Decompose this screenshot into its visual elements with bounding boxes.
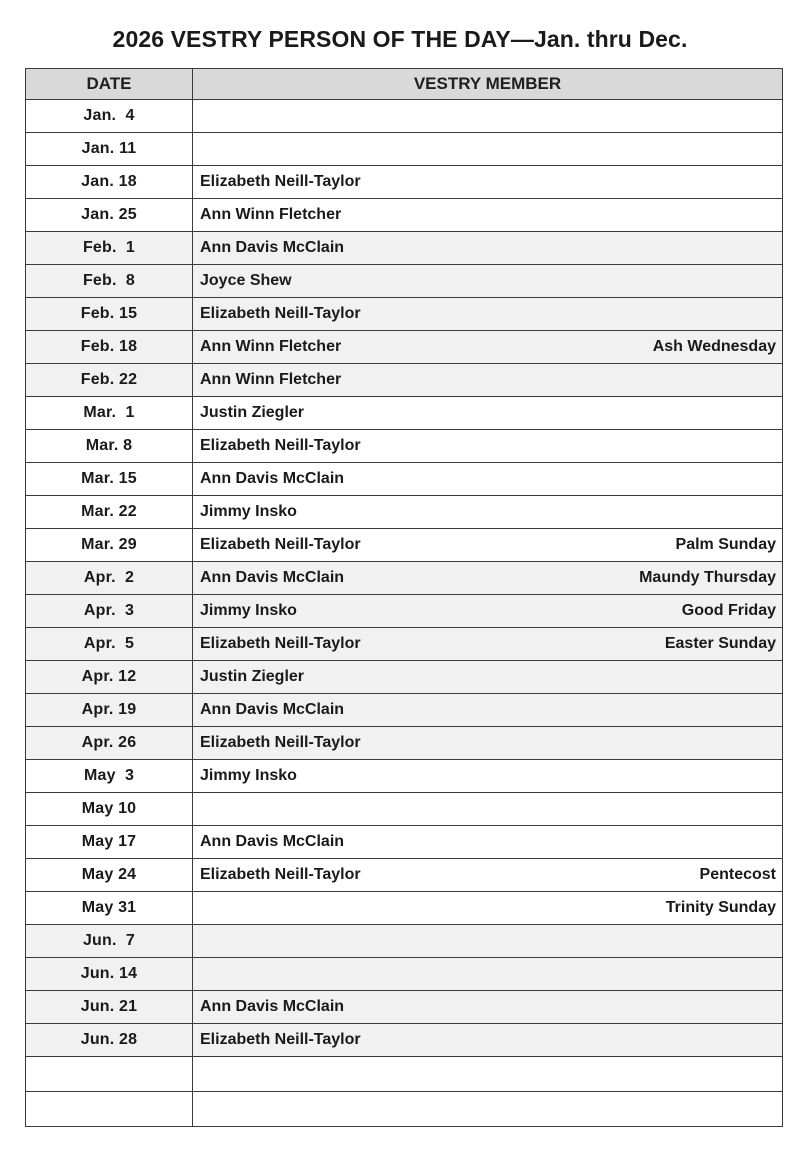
- member-cell[interactable]: [193, 496, 783, 529]
- member-cell-content: [200, 701, 776, 719]
- table-row: [26, 463, 783, 496]
- date-cell[interactable]: Feb. 8: [26, 265, 193, 298]
- member-name: Justin Ziegler: [200, 404, 305, 421]
- member-cell-content: [200, 305, 776, 323]
- table-row: [26, 661, 783, 694]
- member-cell-content: [200, 338, 776, 356]
- member-cell[interactable]: [193, 232, 783, 265]
- member-name: Elizabeth Neill-Taylor: [200, 305, 361, 322]
- member-cell[interactable]: [193, 595, 783, 628]
- member-cell-content: [200, 998, 776, 1016]
- date-cell[interactable]: Jan. 11: [26, 133, 193, 166]
- date-cell[interactable]: [26, 1057, 193, 1092]
- table-row: [26, 529, 783, 562]
- date-cell[interactable]: Jun. 14: [26, 958, 193, 991]
- member-cell[interactable]: [193, 892, 783, 925]
- member-cell[interactable]: [193, 166, 783, 199]
- table-row: [26, 628, 783, 661]
- member-cell-content: [200, 173, 776, 191]
- date-column-header: DATE: [26, 69, 193, 100]
- member-cell[interactable]: [193, 133, 783, 166]
- date-cell[interactable]: Jun. 7: [26, 925, 193, 958]
- member-cell-content: [200, 767, 776, 785]
- member-cell[interactable]: [193, 925, 783, 958]
- member-cell-content: [200, 437, 776, 455]
- table-row: [26, 298, 783, 331]
- table-row: [26, 166, 783, 199]
- member-cell-content: [200, 833, 776, 851]
- member-cell-content: [200, 668, 776, 686]
- member-cell-content: [200, 635, 776, 653]
- date-cell[interactable]: Apr. 19: [26, 694, 193, 727]
- member-name: Joyce Shew: [200, 272, 292, 289]
- observance-note: Pentecost: [699, 866, 776, 883]
- member-cell[interactable]: [193, 1057, 783, 1092]
- date-cell[interactable]: Jan. 18: [26, 166, 193, 199]
- schedule-table-container: [25, 68, 782, 1127]
- member-name: Elizabeth Neill-Taylor: [200, 437, 361, 454]
- date-cell[interactable]: May 17: [26, 826, 193, 859]
- date-cell[interactable]: Mar. 1: [26, 397, 193, 430]
- date-cell[interactable]: Mar. 29: [26, 529, 193, 562]
- member-cell[interactable]: [193, 826, 783, 859]
- date-cell[interactable]: Jun. 28: [26, 1024, 193, 1057]
- date-cell[interactable]: Mar. 22: [26, 496, 193, 529]
- table-row: [26, 892, 783, 925]
- observance-note: Good Friday: [681, 602, 776, 619]
- member-name: Jimmy Insko: [200, 602, 297, 619]
- member-name: Elizabeth Neill-Taylor: [200, 866, 361, 883]
- member-cell[interactable]: [193, 661, 783, 694]
- member-cell-content: [200, 1031, 776, 1049]
- member-name: Ann Winn Fletcher: [200, 206, 342, 223]
- member-cell[interactable]: [193, 958, 783, 991]
- member-cell-content: [200, 866, 776, 884]
- member-cell[interactable]: [193, 463, 783, 496]
- blank-row: [26, 1057, 783, 1092]
- member-name: Elizabeth Neill-Taylor: [200, 173, 361, 190]
- member-name: Ann Davis McClain: [200, 239, 345, 256]
- header-row: [26, 69, 783, 100]
- member-cell[interactable]: [193, 859, 783, 892]
- member-cell[interactable]: [193, 991, 783, 1024]
- member-cell-content: [200, 536, 776, 554]
- member-cell-content: [200, 272, 776, 290]
- member-cell[interactable]: [193, 1024, 783, 1057]
- date-cell[interactable]: Feb. 1: [26, 232, 193, 265]
- date-cell[interactable]: Apr. 12: [26, 661, 193, 694]
- table-row: [26, 925, 783, 958]
- member-cell[interactable]: [193, 529, 783, 562]
- observance-note: Easter Sunday: [664, 635, 776, 652]
- member-cell-content: [200, 503, 776, 521]
- member-cell-content: [200, 470, 776, 488]
- date-cell[interactable]: Apr. 26: [26, 727, 193, 760]
- table-row: [26, 100, 783, 133]
- member-cell-content: [200, 404, 776, 422]
- date-cell[interactable]: May 24: [26, 859, 193, 892]
- date-cell[interactable]: Apr. 5: [26, 628, 193, 661]
- member-name: Ann Winn Fletcher: [200, 338, 342, 355]
- member-name: Elizabeth Neill-Taylor: [200, 635, 361, 652]
- blank-row: [26, 1092, 783, 1127]
- member-name: Justin Ziegler: [200, 668, 305, 685]
- member-name: Jimmy Insko: [200, 503, 297, 520]
- member-cell[interactable]: [193, 364, 783, 397]
- member-cell[interactable]: [193, 100, 783, 133]
- date-cell[interactable]: May 3: [26, 760, 193, 793]
- observance-note: Palm Sunday: [675, 536, 776, 553]
- member-name: Ann Davis McClain: [200, 701, 345, 718]
- date-cell[interactable]: Apr. 3: [26, 595, 193, 628]
- date-cell[interactable]: Jan. 25: [26, 199, 193, 232]
- date-cell[interactable]: [26, 1092, 193, 1127]
- table-row: [26, 562, 783, 595]
- member-cell-content: [200, 569, 776, 587]
- table-row: [26, 199, 783, 232]
- member-cell[interactable]: [193, 265, 783, 298]
- table-row: [26, 826, 783, 859]
- member-cell[interactable]: [193, 298, 783, 331]
- table-row: [26, 133, 783, 166]
- member-cell[interactable]: [193, 793, 783, 826]
- member-name: Ann Davis McClain: [200, 470, 345, 487]
- date-cell[interactable]: Apr. 2: [26, 562, 193, 595]
- date-cell[interactable]: Mar. 15: [26, 463, 193, 496]
- member-name: Ann Davis McClain: [200, 998, 345, 1015]
- member-name: Elizabeth Neill-Taylor: [200, 536, 361, 553]
- table-row: [26, 265, 783, 298]
- member-name: Elizabeth Neill-Taylor: [200, 1031, 361, 1048]
- observance-note: Trinity Sunday: [665, 899, 776, 916]
- member-cell[interactable]: [193, 694, 783, 727]
- member-cell[interactable]: [193, 199, 783, 232]
- table-row: [26, 1024, 783, 1057]
- table-row: [26, 397, 783, 430]
- member-cell[interactable]: [193, 331, 783, 364]
- table-row: [26, 991, 783, 1024]
- date-cell[interactable]: May 10: [26, 793, 193, 826]
- member-cell[interactable]: [193, 727, 783, 760]
- table-row: [26, 760, 783, 793]
- member-name: Ann Winn Fletcher: [200, 371, 342, 388]
- member-name: Jimmy Insko: [200, 767, 297, 784]
- member-cell-content: [200, 734, 776, 752]
- member-column-header: VESTRY MEMBER: [193, 69, 783, 100]
- date-cell[interactable]: Feb. 22: [26, 364, 193, 397]
- table-row: [26, 430, 783, 463]
- date-cell[interactable]: Jan. 4: [26, 100, 193, 133]
- member-name: Ann Davis McClain: [200, 569, 345, 586]
- member-cell[interactable]: [193, 430, 783, 463]
- table-row: [26, 496, 783, 529]
- table-row: [26, 595, 783, 628]
- table-row: [26, 694, 783, 727]
- table-row: [26, 793, 783, 826]
- member-cell-content: [200, 602, 776, 620]
- member-cell[interactable]: [193, 1092, 783, 1127]
- table-row: [26, 958, 783, 991]
- page-title: 2026 VESTRY PERSON OF THE DAY—Jan. thru Dec.: [112, 26, 688, 52]
- member-name: Ann Davis McClain: [200, 833, 345, 850]
- member-cell[interactable]: [193, 760, 783, 793]
- schedule-table: [25, 68, 783, 1127]
- member-cell-content: [200, 899, 776, 917]
- member-cell[interactable]: [193, 397, 783, 430]
- date-cell[interactable]: Jun. 21: [26, 991, 193, 1024]
- table-row: [26, 232, 783, 265]
- table-row: [26, 331, 783, 364]
- table-row: [26, 364, 783, 397]
- date-cell[interactable]: Mar. 8: [26, 430, 193, 463]
- observance-note: Ash Wednesday: [652, 338, 776, 355]
- member-name: Elizabeth Neill-Taylor: [200, 734, 361, 751]
- date-cell[interactable]: Feb. 18: [26, 331, 193, 364]
- table-row: [26, 859, 783, 892]
- date-cell[interactable]: May 31: [26, 892, 193, 925]
- table-row: [26, 727, 783, 760]
- member-cell-content: [200, 206, 776, 224]
- member-cell-content: [200, 239, 776, 257]
- date-cell[interactable]: Feb. 15: [26, 298, 193, 331]
- member-cell[interactable]: [193, 628, 783, 661]
- member-cell-content: [200, 371, 776, 389]
- schedule-rows: [26, 100, 783, 1127]
- member-cell[interactable]: [193, 562, 783, 595]
- observance-note: Maundy Thursday: [639, 569, 776, 586]
